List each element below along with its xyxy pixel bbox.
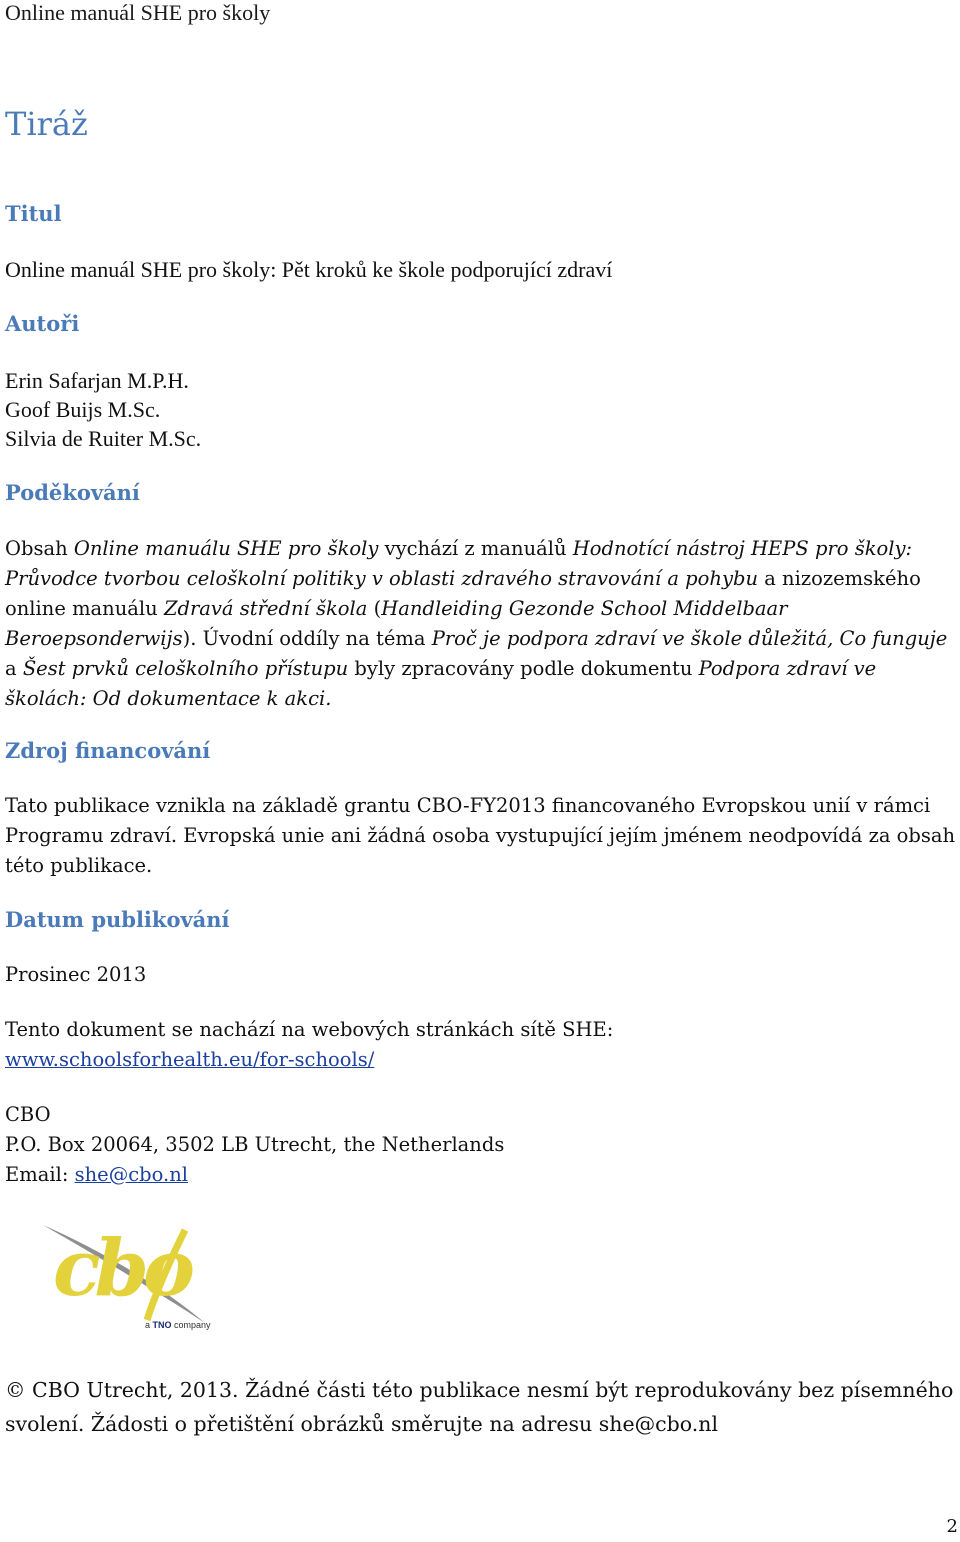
website-link-line [5, 1045, 960, 1075]
svg-text:a TNO company: a TNO company [145, 1320, 211, 1330]
email-link[interactable]: she@cbo.nl [74, 1163, 188, 1186]
svg-text:cbo: cbo [53, 1223, 190, 1314]
page-number: 2 [946, 1516, 958, 1537]
cbo-logo-graphic [35, 1215, 235, 1335]
cbo-logo [35, 1215, 235, 1335]
acknowledgement-paragraph: Obsah Online manuálu SHE pro školy vychází z manuálů Hodnotící nástroj HEPS pro školy: Průvodce tvorbou celoškolní politiky v oblasti zdravého stravování a pohybu a nizozemského online manuálu Zdravá střední škola (Handleiding Gezonde School Middelbaar Beroepsonderwijs). Úvodní oddíly na téma Proč je podpora zdraví ve škole důležitá, Co funguje a Šest prvků celoškolního přístupu byly zpracovány podle dokumentu Podpora zdraví ve školách: Od dokumentace k akci. [5, 537, 948, 710]
section-heading-financovani: Zdroj financování [5, 738, 211, 763]
org-name: CBO [5, 1103, 51, 1126]
copyright-notice: © CBO Utrecht, 2013. Žádné části této publikace nesmí být reprodukovány bez písemného svolení. Žádosti o přetištění obrázků směrujte na adresu she@cbo.nl [5, 1378, 954, 1436]
section-heading-podekovani: Poděkování [5, 480, 140, 505]
website-link[interactable]: www.schoolsforhealth.eu/for-schools/ [5, 1048, 375, 1071]
author-name: Goof Buijs M.Sc. [5, 397, 161, 422]
page-title: Tiráž [5, 105, 88, 143]
email-line: Email: she@cbo.nl [5, 1163, 188, 1186]
section-heading-datum: Datum publikování [5, 907, 230, 932]
document-title-text: Online manuál SHE pro školy: Pět kroků ke škole podporující zdraví [5, 257, 613, 282]
postal-address: P.O. Box 20064, 3502 LB Utrecht, the Netherlands [5, 1133, 505, 1156]
publication-date: Prosinec 2013 [5, 963, 147, 986]
website-note: Tento dokument se nachází na webových stránkách sítě SHE: [5, 1018, 614, 1041]
author-name: Silvia de Ruiter M.Sc. [5, 426, 202, 451]
section-heading-autori: Autoři [5, 311, 80, 336]
section-heading-titul: Titul [5, 201, 62, 226]
running-header: Online manuál SHE pro školy [5, 0, 271, 25]
funding-paragraph: Tato publikace vznikla na základě grantu CBO-FY2013 financovaného Evropskou unií v rámci Programu zdraví. Evropská unie ani žádná osoba vystupující jejím jménem neodpovídá za obsah této publikace. [5, 794, 956, 877]
author-name: Erin Safarjan M.P.H. [5, 368, 189, 393]
